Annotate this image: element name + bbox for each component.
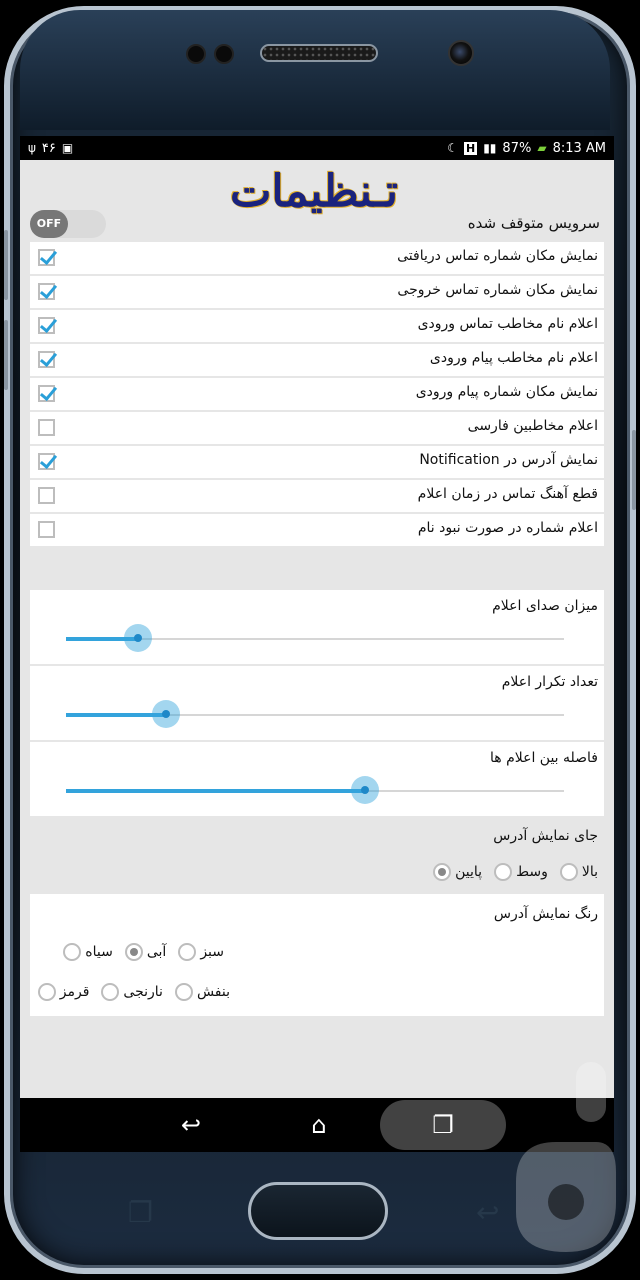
address-color-radios-row2 <box>30 978 230 1006</box>
checkbox-label: اعلام نام مخاطب پیام ورودی <box>429 350 598 366</box>
checkbox[interactable] <box>38 351 55 368</box>
slider-fill <box>66 713 166 717</box>
radio-option[interactable] <box>175 983 230 1001</box>
image-icon: ▣ <box>61 141 74 155</box>
address-position-label: جای نمایش آدرس <box>493 828 598 844</box>
network-type-icon: H <box>465 141 476 155</box>
radio-label: قرمز <box>59 984 90 1000</box>
radio-option[interactable] <box>494 863 548 881</box>
checkbox-row[interactable] <box>30 412 604 444</box>
radio-option[interactable] <box>125 943 166 961</box>
checkbox-row[interactable] <box>30 344 604 376</box>
status-bar <box>20 136 614 160</box>
page-title: تـنظیمات <box>229 166 399 217</box>
checkbox-label: نمایش مکان شماره پیام ورودی <box>415 384 598 400</box>
radio-option[interactable] <box>38 983 90 1001</box>
checkbox-row[interactable] <box>30 310 604 342</box>
volume-down-button <box>4 320 8 390</box>
status-right <box>447 141 606 156</box>
home-button[interactable] <box>248 1182 388 1240</box>
radio-button[interactable] <box>433 863 451 881</box>
usb-icon: ψ <box>28 141 36 155</box>
checkbox[interactable] <box>38 453 55 470</box>
interval-slider[interactable] <box>66 790 564 792</box>
checkbox[interactable] <box>38 317 55 334</box>
checkbox-row[interactable] <box>30 242 604 274</box>
volume-slider-box <box>30 590 604 664</box>
address-position-section <box>30 820 604 890</box>
radio-button[interactable] <box>175 983 193 1001</box>
earpiece-speaker <box>260 44 378 62</box>
checkbox-label: اعلام مخاطبین فارسی <box>467 418 598 434</box>
radio-label: پایین <box>455 864 483 880</box>
battery-percent: 87% <box>502 140 532 156</box>
interval-slider-box <box>30 742 604 816</box>
checkbox-row[interactable] <box>30 480 604 512</box>
checkbox-row[interactable] <box>30 514 604 546</box>
phone-screen <box>20 136 614 1152</box>
top-bezel <box>20 10 610 130</box>
checkbox-label: نمایش آدرس در Notification <box>419 452 598 468</box>
toggle-knob: OFF <box>30 210 68 238</box>
settings-content <box>20 160 614 1098</box>
checkbox-label: قطع آهنگ تماس در زمان اعلام <box>417 486 598 502</box>
hw-back-icon: ↩ <box>476 1196 500 1229</box>
checkbox-label: نمایش مکان شماره تماس خروجی <box>397 282 598 298</box>
repeat-slider[interactable] <box>66 714 564 716</box>
checkbox[interactable] <box>38 249 55 266</box>
power-button <box>632 430 636 510</box>
checkbox[interactable] <box>38 487 55 504</box>
status-left <box>28 141 73 156</box>
radio-option[interactable] <box>560 863 598 881</box>
checkbox-label: اعلام نام مخاطب تماس ورودی <box>417 316 598 332</box>
service-label: سرویس متوقف شده <box>467 214 600 232</box>
checkbox-label: اعلام شماره در صورت نبود نام <box>417 520 598 536</box>
address-color-label: رنگ نمایش آدرس <box>493 906 598 922</box>
radio-option[interactable] <box>433 863 482 881</box>
notification-count: ۴۶ <box>41 140 56 156</box>
hw-recents-icon: ❐ <box>128 1196 154 1229</box>
slider-label: میزان صدای اعلام <box>492 598 598 614</box>
radio-label: بالا <box>581 864 598 880</box>
radio-button[interactable] <box>38 983 56 1001</box>
slider-thumb[interactable] <box>124 624 152 652</box>
recents-icon[interactable]: ❐ <box>432 1111 454 1139</box>
checkbox-list <box>30 242 604 548</box>
address-color-section <box>30 894 604 1016</box>
volume-slider[interactable] <box>66 638 564 640</box>
radio-button[interactable] <box>494 863 512 881</box>
radio-button[interactable] <box>101 983 119 1001</box>
radio-option[interactable] <box>101 983 163 1001</box>
repeat-slider-box <box>30 666 604 740</box>
radio-label: سبز <box>200 944 224 960</box>
radio-label: سیاه <box>85 944 113 960</box>
radio-option[interactable] <box>178 943 224 961</box>
clock: 8:13 AM <box>552 140 606 156</box>
radio-label: نارنجی <box>123 984 163 1000</box>
front-camera <box>448 40 474 66</box>
volume-up-button <box>4 230 8 300</box>
signal-icon: ▮▮ <box>483 141 497 155</box>
slider-thumb[interactable] <box>152 700 180 728</box>
checkbox-row[interactable] <box>30 276 604 308</box>
checkbox[interactable] <box>38 419 55 436</box>
address-color-radios-row1 <box>30 938 224 966</box>
moon-icon: ☾ <box>447 141 458 155</box>
service-toggle[interactable] <box>30 210 106 238</box>
battery-charging-icon: ▰ <box>537 141 547 155</box>
checkbox-row[interactable] <box>30 446 604 478</box>
radio-button[interactable] <box>63 943 81 961</box>
back-arrow-icon[interactable]: ↩ <box>180 1111 202 1139</box>
radio-label: وسط <box>516 864 548 880</box>
light-sensor <box>214 44 234 64</box>
checkbox-row[interactable] <box>30 378 604 410</box>
checkbox[interactable] <box>38 521 55 538</box>
radio-option[interactable] <box>63 943 113 961</box>
radio-button[interactable] <box>178 943 196 961</box>
checkbox[interactable] <box>38 283 55 300</box>
address-position-radios <box>30 858 598 886</box>
slider-label: تعداد تکرار اعلام <box>501 674 598 690</box>
radio-label: بنفش <box>196 984 230 1000</box>
checkbox[interactable] <box>38 385 55 402</box>
service-row <box>20 208 614 242</box>
proximity-sensor <box>186 44 206 64</box>
checkbox-label: نمایش مکان شماره تماس دریافتی <box>397 248 598 264</box>
home-icon[interactable]: ⌂ <box>311 1111 327 1139</box>
watermark-logo <box>496 1062 616 1262</box>
slider-fill <box>66 789 365 793</box>
radio-button[interactable] <box>125 943 143 961</box>
radio-label: آبی <box>146 944 167 960</box>
radio-button[interactable] <box>560 863 578 881</box>
slider-label: فاصله بین اعلام ها <box>489 750 598 766</box>
slider-thumb[interactable] <box>351 776 379 804</box>
